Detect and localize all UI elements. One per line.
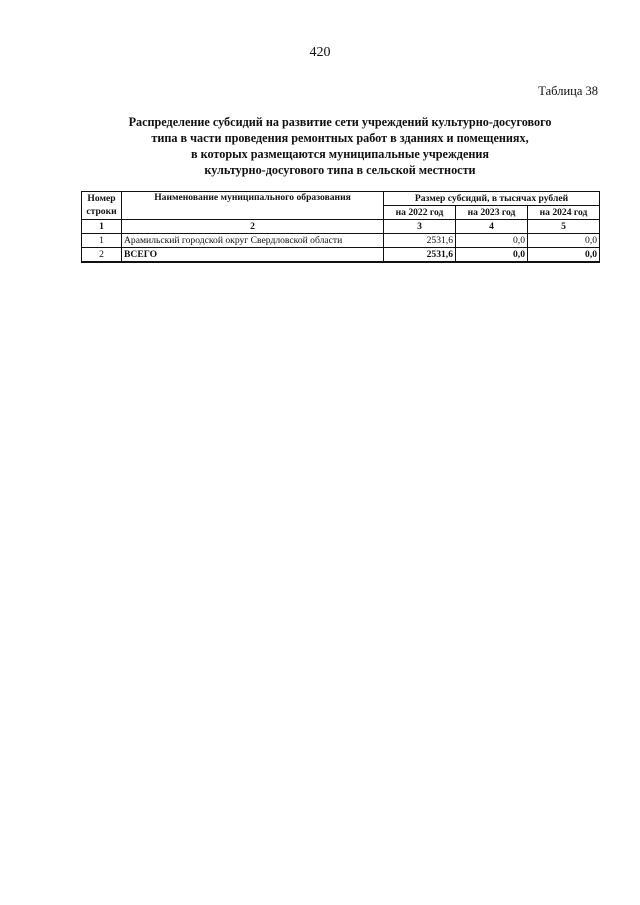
subsidy-table xyxy=(81,191,600,263)
table-row-total xyxy=(82,248,600,263)
header-subsidy-group: Размер субсидий, в тысячах рублей xyxy=(384,192,600,206)
title-line: Распределение субсидий на развитие сети учреждений культурно-досугового xyxy=(128,115,552,129)
header-year-2024: на 2024 год xyxy=(528,206,600,220)
header-row-number: Номер строки xyxy=(82,192,122,220)
table-label: Таблица 38 xyxy=(538,84,598,98)
title-line: культурно-досугового типа в сельской местности xyxy=(204,163,476,177)
column-number: 5 xyxy=(528,220,600,234)
column-number: 4 xyxy=(456,220,528,234)
header-municipality: Наименование муниципального образования xyxy=(122,192,384,220)
value-2023: 0,0 xyxy=(456,234,528,248)
total-2023: 0,0 xyxy=(456,248,528,263)
total-label: ВСЕГО xyxy=(122,248,384,263)
value-2024: 0,0 xyxy=(528,234,600,248)
total-2024: 0,0 xyxy=(528,248,600,263)
municipality-name: Арамильский городской округ Свердловской области xyxy=(122,234,384,248)
page-number: 420 xyxy=(309,45,331,60)
row-number: 1 xyxy=(82,234,122,248)
title-line: в которых размещаются муниципальные учреждения xyxy=(191,147,489,161)
column-number: 3 xyxy=(384,220,456,234)
column-number: 2 xyxy=(122,220,384,234)
total-2022: 2531,6 xyxy=(384,248,456,263)
title-line: типа в части проведения ремонтных работ в зданиях и помещениях, xyxy=(151,131,529,145)
row-number: 2 xyxy=(82,248,122,263)
column-number: 1 xyxy=(82,220,122,234)
header-year-2022: на 2022 год xyxy=(384,206,456,220)
table-header-row xyxy=(82,192,600,206)
column-numbers-row xyxy=(82,220,600,234)
document-title xyxy=(60,114,620,178)
value-2022: 2531,6 xyxy=(384,234,456,248)
table-row xyxy=(82,234,600,248)
header-year-2023: на 2023 год xyxy=(456,206,528,220)
